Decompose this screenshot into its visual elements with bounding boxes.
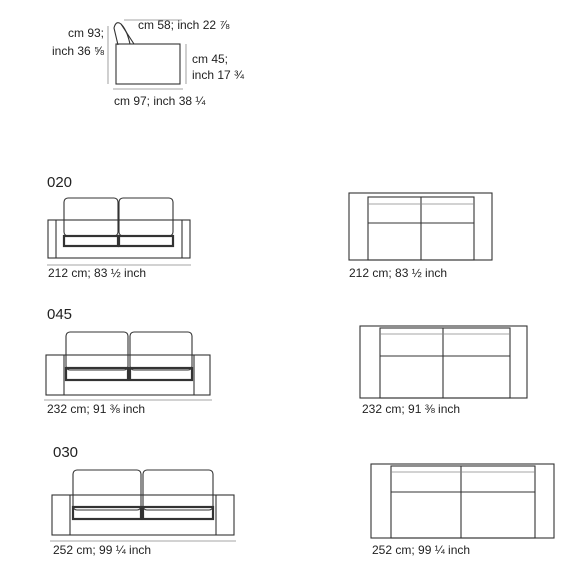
front-width-label-030: 252 cm; 99 ¼ inch — [53, 543, 152, 557]
top-width-label-030: 252 cm; 99 ¼ inch — [372, 543, 471, 557]
seat-height-cm-label: cm 45; — [192, 52, 229, 66]
height-inch-label: inch 36 ⅝ — [52, 44, 105, 58]
top-view-030 — [371, 464, 554, 538]
top-width-label-045: 232 cm; 91 ⅜ inch — [362, 402, 461, 416]
height-cm-label: cm 93; — [68, 26, 105, 40]
front-width-label-045: 232 cm; 91 ⅜ inch — [47, 402, 146, 416]
front-view-045 — [44, 332, 212, 400]
top-view-020 — [349, 193, 492, 260]
model-code-045: 045 — [47, 306, 73, 323]
front-view-030 — [50, 470, 236, 541]
top-depth-label: cm 58; inch 22 ⅞ — [138, 18, 230, 32]
total-depth-label: cm 97; inch 38 ¼ — [114, 94, 206, 108]
top-view-045 — [360, 326, 527, 398]
top-width-label-020: 212 cm; 83 ½ inch — [349, 266, 448, 280]
model-code-020: 020 — [47, 174, 73, 191]
front-width-label-020: 212 cm; 83 ½ inch — [48, 266, 147, 280]
seat-height-inch-label: inch 17 ¾ — [192, 68, 245, 82]
front-view-020 — [47, 198, 191, 265]
model-code-030: 030 — [53, 444, 79, 461]
